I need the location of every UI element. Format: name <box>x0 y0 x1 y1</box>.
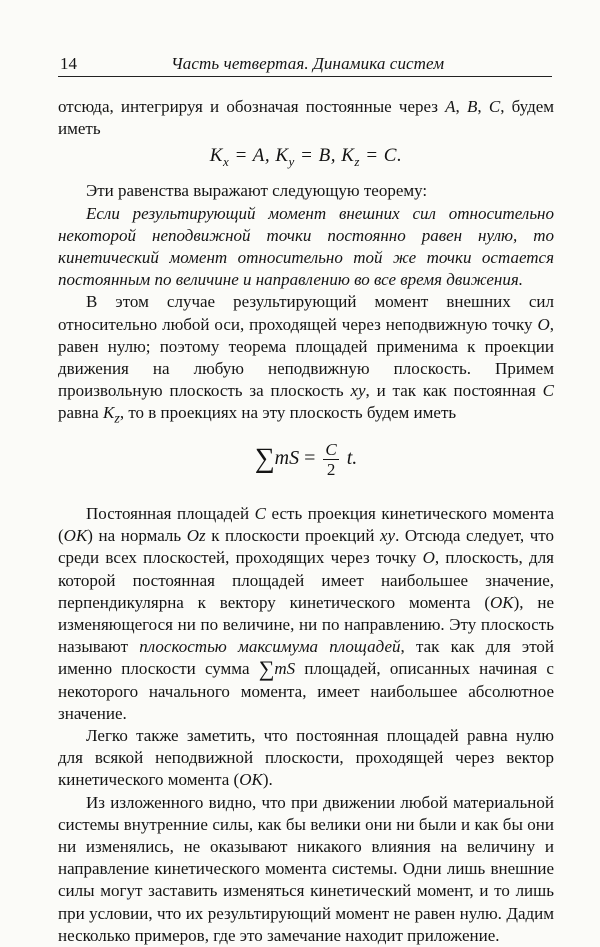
equation-constants: $K_x = A$, $K_y = B$, $K_z = C$. <box>209 145 403 170</box>
page-header <box>58 50 552 77</box>
paragraph-conclusion: Из изложенного видно, что при движении любой материальной системы внутренние силы, как бы велики они ни были и как бы они ни изменялись, не оказывают никакого влияния на величину и направление кинетического момента системы. Одни лишь внешние силы могут заставить изменяться кинетический момент, и то лишь при условии, что их результирующий момент не равен нулю. Дадим несколько примеров, где это замечание находит приложение. <box>58 792 554 945</box>
paragraph-theorem: Если результирующий момент внешних сил относительно некоторой неподвижной точки постоянно равен нулю, то кинетический момент относительно той же точки остается постоянным по величине и направлению во все время движения. <box>58 203 554 290</box>
paragraph-projection: В этом случае результирующий момент внешних сил относительно любой оси, проходящей через неподвижную точку O, равен нулю; поэтому теорема площадей применима к проекции движения на любую неподвижную плоскость. Примем произвольную плоскость за плоскость xy, и так как постоянная C равна $K_z$, то в проекциях на эту плоскость будем иметь <box>58 292 554 427</box>
page-number: 14 <box>60 54 77 73</box>
paragraph-theorem-intro: Эти равенства выражают следующую теорему: <box>86 181 428 201</box>
equation-area-sum: ∑mS = $\frac{C}{2}$ t. <box>254 440 358 480</box>
page-body <box>58 96 554 947</box>
paragraph-zero-constant: Легко также заметить, что постоянная площадей равна нулю для всякой неподвижной плоскости, проходящей через вектор кинетического момента (OK). <box>58 726 554 790</box>
paragraph-intro: отсюда, интегрируя и обозначая постоянные через A, B, C, будем иметь <box>58 97 555 139</box>
running-title: Часть четвертая. Динамика систем <box>171 54 445 73</box>
paragraph-area-constant: Постоянная площадей C есть проекция кинетического момента (OK) на нормаль Oz к плоскости проекций xy. Отсюда следует, что среди всех плоскостей, проходящих через точку O, плоскость, для которой постоянная площадей имеет наибольшее значение, перпендикулярна к вектору кинетического момента (OK), не изменяющегося ни по величине, ни по направлению. Эту плоскость называют плоскостью максимума площадей, так как для этой именно плоскости сумма ∑mS площадей, описанных начиная с некоторого начального момента, имеет наибольшее абсолютное значение. <box>58 504 555 723</box>
